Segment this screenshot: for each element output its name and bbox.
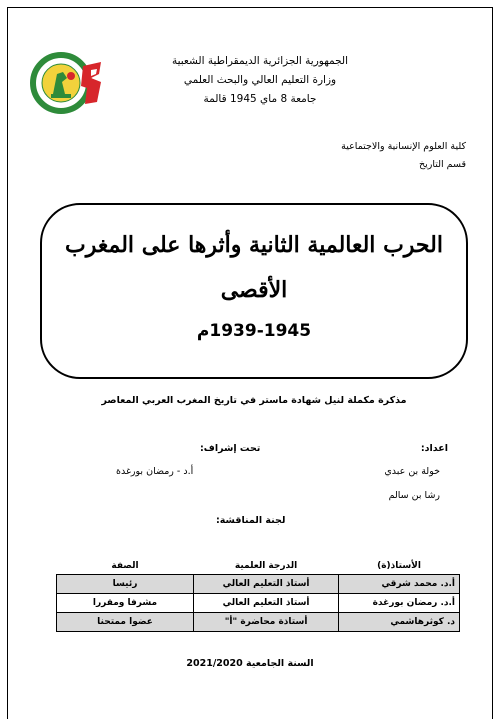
student-name: خولة بن عبدي — [384, 466, 440, 477]
column-header: الدرجة العلمية — [234, 561, 298, 571]
member-rank: أستاذ التعليم العالي — [194, 575, 339, 594]
committee-label: لجنة المناقشة: — [216, 515, 286, 526]
faculty-block — [216, 138, 466, 174]
table-row — [57, 594, 460, 613]
member-role: عضوا ممتحنا — [57, 613, 194, 632]
column-header: الصفة — [111, 561, 139, 571]
university-name: جامعة 8 ماي 1945 قالمة — [203, 93, 317, 105]
member-role: رئيسا — [57, 575, 194, 594]
supervisor-name: أ.د - رمضان بورغدة — [116, 466, 194, 477]
member-name: أ.د. رمضان بورغدة — [339, 594, 460, 613]
member-role: مشرفا ومقررا — [57, 594, 194, 613]
thesis-title — [62, 223, 446, 313]
thesis-title-line1: الحرب العالمية الثانية وأثرها على المغرب — [65, 232, 443, 258]
preparation-label: اعداد: — [420, 443, 448, 454]
table-row — [57, 575, 460, 594]
member-rank: أستاذة محاضرة "أ" — [194, 613, 339, 632]
department-name: قسم التاريخ — [418, 159, 466, 170]
header-block — [140, 52, 380, 109]
member-name: د. كوثرهاشمي — [339, 613, 460, 632]
thesis-years: 1939-1945م — [196, 321, 312, 341]
academic-year: السنة الجامعية 2021/2020 — [186, 658, 314, 669]
member-rank: أستاذ التعليم العالي — [194, 594, 339, 613]
republic-name: الجمهورية الجزائرية الديمقراطية الشعبية — [171, 55, 349, 67]
title-box — [40, 203, 468, 379]
supervision-label: تحت إشراف: — [200, 443, 261, 454]
student-name: رشا بن سالم — [388, 490, 440, 501]
faculty-name: كلية العلوم الإنسانية والاجتماعية — [341, 141, 466, 152]
memo-description: مذكرة مكملة لنيل شهادة ماستر في تاريخ المغرب العربي المعاصر — [101, 395, 407, 406]
committee-header-row — [57, 558, 460, 575]
table-row — [57, 613, 460, 632]
ministry-name: وزارة التعليم العالي والبحث العلمي — [183, 74, 337, 86]
column-header: الأستاذ(ة) — [377, 561, 421, 571]
committee-table — [56, 558, 460, 632]
member-name: أ.د. محمد شرقي — [339, 575, 460, 594]
thesis-title-line2: الأقصى — [220, 277, 288, 303]
university-logo-icon — [27, 52, 107, 114]
